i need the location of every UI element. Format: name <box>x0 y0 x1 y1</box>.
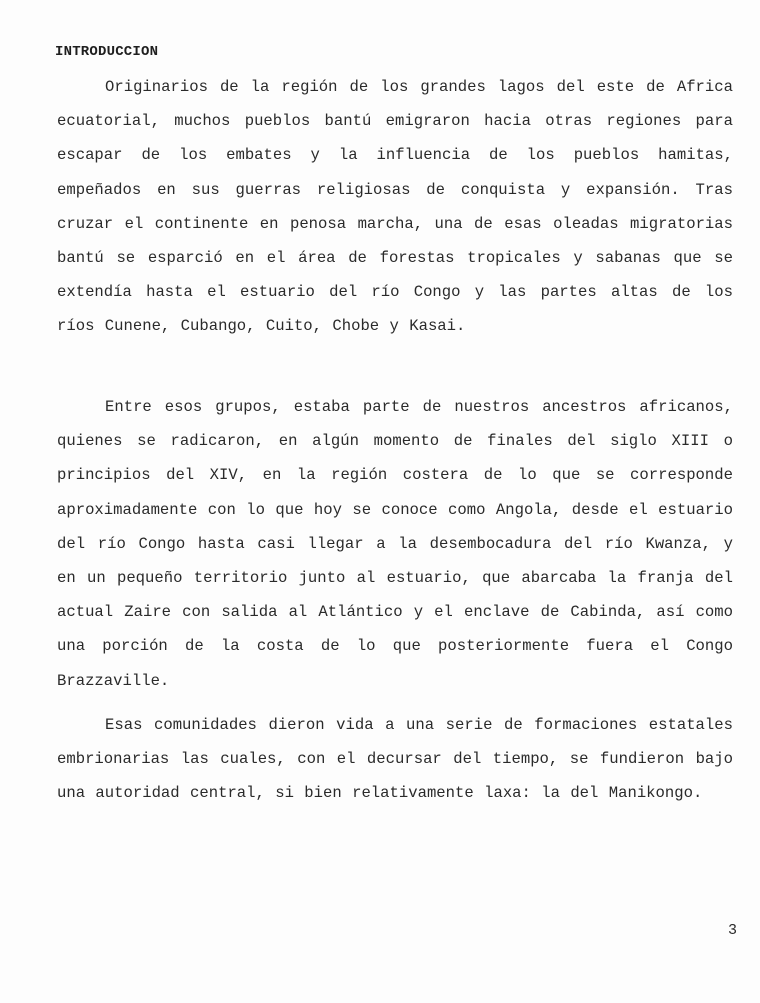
section-heading: INTRODUCCION <box>55 44 159 60</box>
paragraph-2: Entre esos grupos, estaba parte de nuestros ancestros africanos, quienes se radicaron, en algún momento de finales del siglo XIII o principios del XIV, en la región costera de lo que se corresponde aproximadamente con lo que hoy se conoce como Angola, desde el estuario del río Congo hasta casi llegar a la desembocadura del río Kwanza, y en un pequeño territorio junto al estuario, que abarcaba la franja del actual Zaire con salida al Atlántico y el enclave de Cabinda, así como una porción de la costa de lo que posteriormente fuera el Congo Brazzaville. <box>57 398 733 690</box>
paragraph-3: Esas comunidades dieron vida a una serie de formaciones estatales embrionarias las cuales, con el decursar del tiempo, se fundieron bajo una autoridad central, si bien relativamente laxa: la del Manikongo. <box>57 716 733 803</box>
page-number: 3 <box>728 922 738 939</box>
paragraph-1: Originarios de la región de los grandes lagos del este de Africa ecuatorial, muchos pueblos bantú emigraron hacia otras regiones para escapar de los embates y la influencia de los pueblos hamitas, empeñados en sus guerras religiosas de conquista y expansión. Tras cruzar el continente en penosa marcha, una de esas oleadas migratorias bantú se esparció en el área de forestas tropicales y sabanas que se extendía hasta el estuario del río Congo y las partes altas de los ríos Cunene, Cubango, Cuito, Chobe y Kasai. <box>57 78 733 336</box>
